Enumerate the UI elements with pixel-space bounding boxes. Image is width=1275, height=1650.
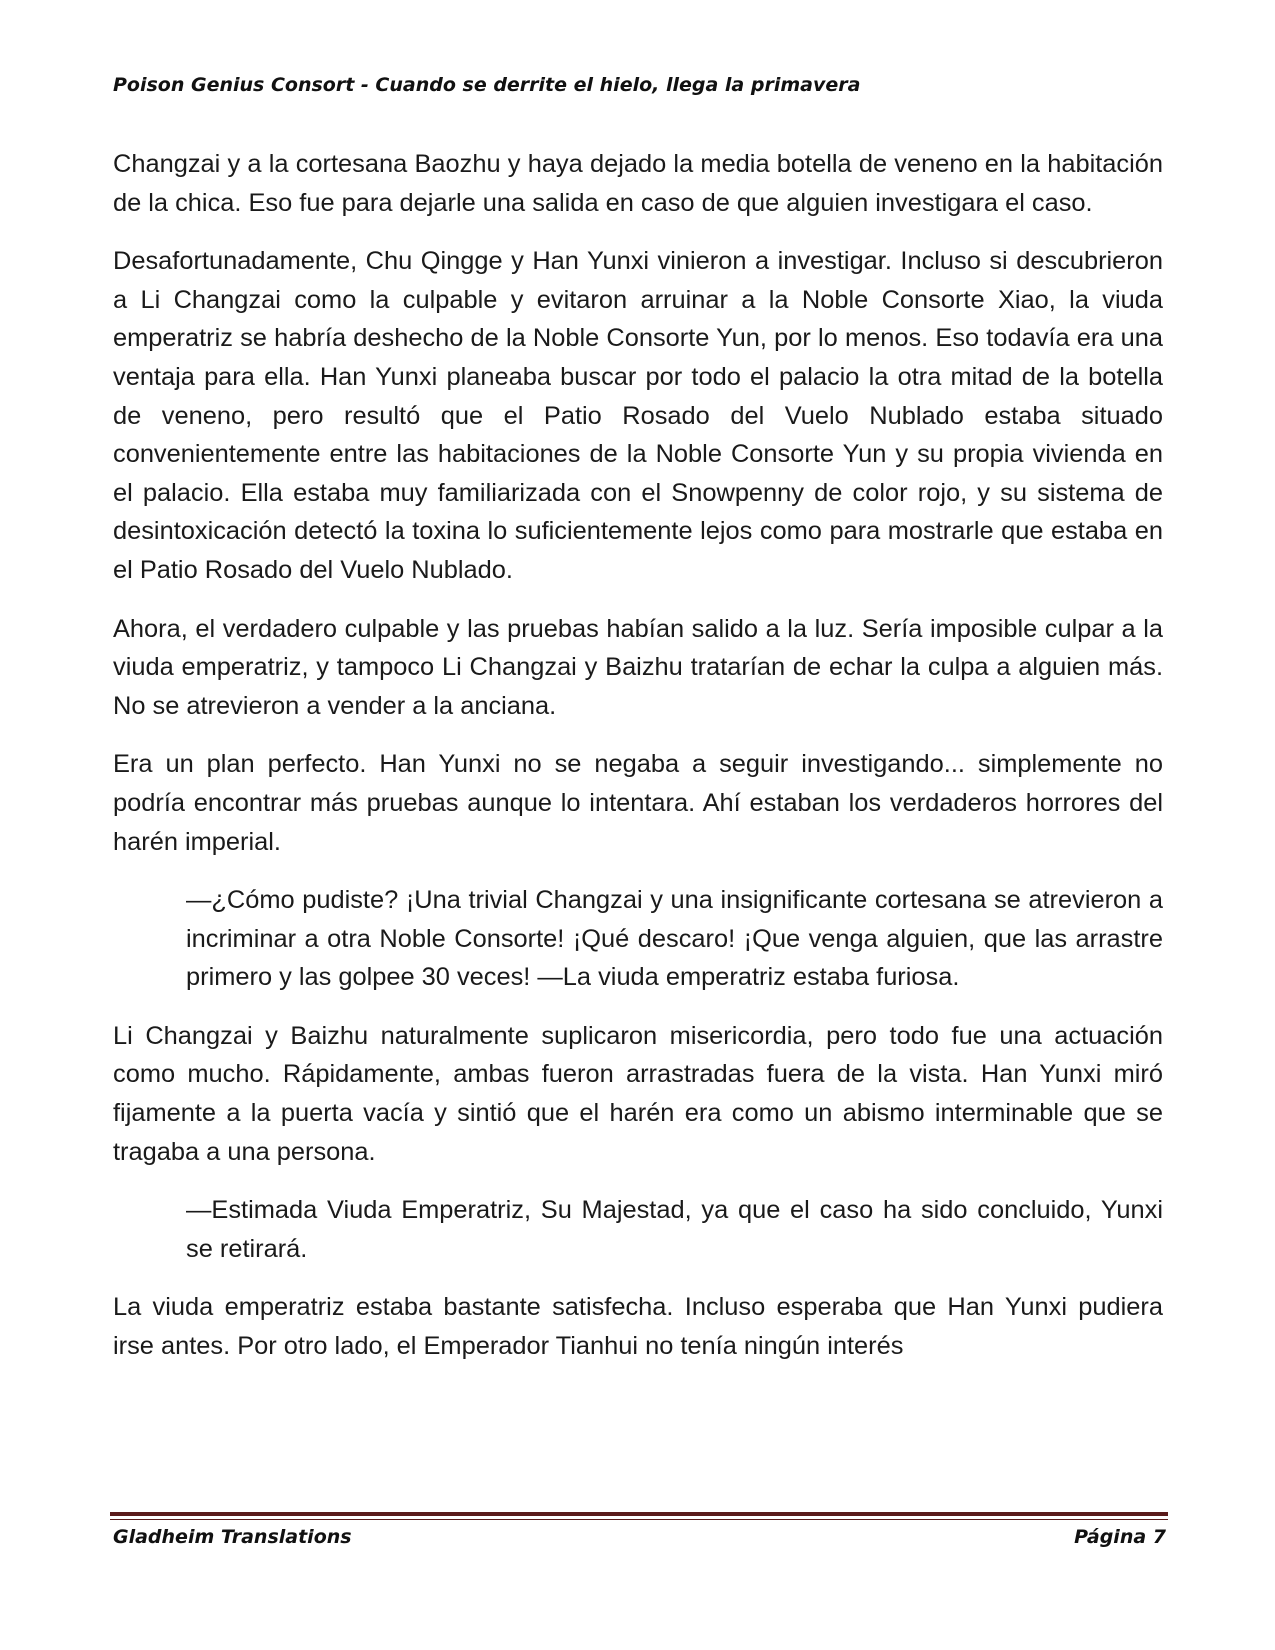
footer-page-number: Página 7 (1074, 1526, 1166, 1548)
paragraph-4: Era un plan perfecto. Han Yunxi no se negaba a seguir investigando... simplemente no podría encontrar más pruebas aunque lo intentara. Ahí estaban los verdaderos horrores del harén imperial. (113, 750, 1163, 856)
footer-translator: Gladheim Translations (113, 1526, 352, 1548)
footer-divider-thin (110, 1519, 1168, 1520)
paragraph-6: La viuda emperatriz estaba bastante satisfecha. Incluso esperaba que Han Yunxi pudiera irse antes. Por otro lado, el Emperador Tianhui no tenía ningún interés (113, 1293, 1163, 1361)
dialogue-paragraph-2: —Estimada Viuda Emperatriz, Su Majestad, ya que el caso ha sido concluido, Yunxi se retirará. (186, 1196, 1163, 1263)
paragraph-5: Li Changzai y Baizhu naturalmente suplicaron misericordia, pero todo fue una actuación como mucho. Rápidamente, ambas fueron arrastradas fuera de la vista. Han Yunxi miró fijamente a la puerta vacía y sintió que el harén era como un abismo interminable que se tragaba a una persona. (113, 1021, 1163, 1166)
footer-divider-thick (110, 1512, 1168, 1516)
paragraph-1: Changzai y a la cortesana Baozhu y haya dejado la media botella de veneno en la habitación de la chica. Eso fue para dejarle una salida en caso de que alguien investigara el caso. (113, 150, 1163, 217)
document-body (113, 145, 1163, 1386)
page-header: Poison Genius Consort - Cuando se derrite el hielo, llega la primavera (113, 74, 861, 96)
paragraph-2: Desafortunadamente, Chu Qingge y Han Yunxi vinieron a investigar. Incluso si descubrieron a Li Changzai como la culpable y evitaron arruinar a la Noble Consorte Xiao, la viuda emperatriz se habría deshecho de la Noble Consorte Yun, por lo menos. Eso todavía era una ventaja para ella. Han Yunxi planeaba buscar por todo el palacio la otra mitad de la botella de veneno, pero resultó que el Patio Rosado del Vuelo Nublado estaba situado convenientemente entre las habitaciones de la Noble Consorte Yun y su propia vivienda en el palacio. Ella estaba muy familiarizada con el Snowpenny de color rojo, y su sistema de desintoxicación detectó la toxina lo suficientemente lejos como para mostrarle que estaba en el Patio Rosado del Vuelo Nublado. (113, 247, 1163, 584)
dialogue-paragraph-1: —¿Cómo pudiste? ¡Una trivial Changzai y una insignificante cortesana se atrevieron a incriminar a otra Noble Consorte! ¡Qué descaro! ¡Que venga alguien, que las arrastre primero y las golpee 30 veces! —La viuda emperatriz estaba furiosa. (186, 886, 1163, 992)
paragraph-3: Ahora, el verdadero culpable y las pruebas habían salido a la luz. Sería imposible culpar a la viuda emperatriz, y tampoco Li Changzai y Baizhu tratarían de echar la culpa a alguien más. No se atrevieron a vender a la anciana. (113, 614, 1163, 720)
